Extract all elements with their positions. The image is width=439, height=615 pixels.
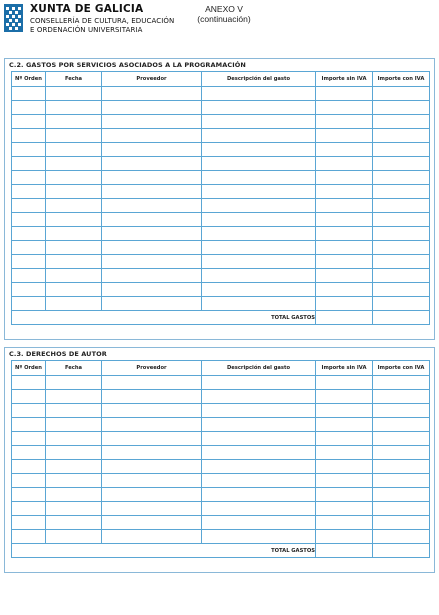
description-cell[interactable]: [202, 129, 316, 143]
table-row: [12, 241, 430, 255]
order-cell[interactable]: [12, 418, 46, 432]
total-amount-vat-cell[interactable]: [373, 544, 430, 558]
date-cell[interactable]: [46, 488, 102, 502]
table-row: [12, 530, 430, 544]
description-cell[interactable]: [202, 255, 316, 269]
date-cell[interactable]: [46, 376, 102, 390]
table-row: [12, 283, 430, 297]
order-cell[interactable]: [12, 115, 46, 129]
annex-subtitle: (continuación): [197, 14, 251, 24]
amount-vat-cell[interactable]: [373, 157, 430, 171]
amount-no-vat-cell[interactable]: [316, 432, 373, 446]
date-cell[interactable]: [46, 87, 102, 101]
table-row: [12, 143, 430, 157]
expense-table-c2: [11, 71, 430, 325]
order-cell[interactable]: [12, 488, 46, 502]
amount-no-vat-cell[interactable]: [316, 241, 373, 255]
date-cell[interactable]: [46, 446, 102, 460]
supplier-cell[interactable]: [102, 283, 202, 297]
amount-no-vat-cell[interactable]: [316, 269, 373, 283]
date-cell[interactable]: [46, 460, 102, 474]
description-cell[interactable]: [202, 390, 316, 404]
amount-vat-cell[interactable]: [373, 446, 430, 460]
table-row: [12, 376, 430, 390]
description-cell[interactable]: [202, 227, 316, 241]
total-label: TOTAL GASTOS: [12, 311, 316, 325]
table-row: [12, 129, 430, 143]
table-row: [12, 460, 430, 474]
amount-no-vat-cell[interactable]: [316, 283, 373, 297]
date-cell[interactable]: [46, 129, 102, 143]
total-amount-vat-cell[interactable]: [373, 311, 430, 325]
supplier-cell[interactable]: [102, 199, 202, 213]
amount-no-vat-cell[interactable]: [316, 488, 373, 502]
document-header: [0, 0, 439, 50]
expense-table-c3: [11, 360, 430, 558]
amount-vat-cell[interactable]: [373, 390, 430, 404]
order-cell[interactable]: [12, 516, 46, 530]
section-title: C.2. GASTOS POR SERVICIOS ASOCIADOS A LA PROGRAMACIÓN: [9, 61, 246, 69]
amount-no-vat-cell[interactable]: [316, 255, 373, 269]
date-cell[interactable]: [46, 171, 102, 185]
date-cell[interactable]: [46, 418, 102, 432]
date-cell[interactable]: [46, 185, 102, 199]
amount-vat-cell[interactable]: [373, 269, 430, 283]
amount-vat-cell[interactable]: [373, 404, 430, 418]
amount-vat-cell[interactable]: [373, 213, 430, 227]
table-row: [12, 157, 430, 171]
date-cell[interactable]: [46, 474, 102, 488]
table-row: [12, 516, 430, 530]
description-cell[interactable]: [202, 101, 316, 115]
description-cell[interactable]: [202, 474, 316, 488]
table-row: [12, 185, 430, 199]
order-cell[interactable]: [12, 376, 46, 390]
description-cell[interactable]: [202, 530, 316, 544]
order-cell[interactable]: [12, 241, 46, 255]
amount-vat-cell[interactable]: [373, 297, 430, 311]
col-header-supplier: Proveedor: [102, 361, 202, 376]
order-cell[interactable]: [12, 185, 46, 199]
description-cell[interactable]: [202, 87, 316, 101]
date-cell[interactable]: [46, 213, 102, 227]
amount-no-vat-cell[interactable]: [316, 87, 373, 101]
amount-vat-cell[interactable]: [373, 241, 430, 255]
table-row: [12, 474, 430, 488]
description-cell[interactable]: [202, 241, 316, 255]
table-row: [12, 432, 430, 446]
description-cell[interactable]: [202, 269, 316, 283]
description-cell[interactable]: [202, 516, 316, 530]
description-cell[interactable]: [202, 376, 316, 390]
order-cell[interactable]: [12, 129, 46, 143]
amount-vat-cell[interactable]: [373, 530, 430, 544]
order-cell[interactable]: [12, 143, 46, 157]
amount-vat-cell[interactable]: [373, 376, 430, 390]
supplier-cell[interactable]: [102, 227, 202, 241]
order-cell[interactable]: [12, 474, 46, 488]
amount-vat-cell[interactable]: [373, 255, 430, 269]
col-header-order: Nº Orden: [12, 361, 46, 376]
table-row: [12, 115, 430, 129]
table-row: [12, 87, 430, 101]
description-cell[interactable]: [202, 502, 316, 516]
supplier-cell[interactable]: [102, 213, 202, 227]
amount-no-vat-cell[interactable]: [316, 129, 373, 143]
supplier-cell[interactable]: [102, 418, 202, 432]
amount-vat-cell[interactable]: [373, 432, 430, 446]
amount-vat-cell[interactable]: [373, 185, 430, 199]
amount-vat-cell[interactable]: [373, 488, 430, 502]
section-c3: [4, 347, 435, 573]
amount-no-vat-cell[interactable]: [316, 516, 373, 530]
table-row: [12, 255, 430, 269]
supplier-cell[interactable]: [102, 432, 202, 446]
description-cell[interactable]: [202, 297, 316, 311]
date-cell[interactable]: [46, 115, 102, 129]
description-cell[interactable]: [202, 404, 316, 418]
supplier-cell[interactable]: [102, 530, 202, 544]
supplier-cell[interactable]: [102, 129, 202, 143]
amount-no-vat-cell[interactable]: [316, 474, 373, 488]
total-row: [12, 544, 430, 558]
supplier-cell[interactable]: [102, 87, 202, 101]
date-cell[interactable]: [46, 255, 102, 269]
order-cell[interactable]: [12, 87, 46, 101]
table-row: [12, 213, 430, 227]
description-cell[interactable]: [202, 283, 316, 297]
col-header-amount-vat: Importe con IVA: [373, 72, 430, 87]
supplier-cell[interactable]: [102, 404, 202, 418]
date-cell[interactable]: [46, 530, 102, 544]
section-c2: [4, 58, 435, 340]
order-cell[interactable]: [12, 157, 46, 171]
table-row: [12, 418, 430, 432]
supplier-cell[interactable]: [102, 143, 202, 157]
brand-line-1: CONSELLERÍA DE CULTURA, EDUCACIÓN: [30, 17, 175, 25]
supplier-cell[interactable]: [102, 241, 202, 255]
table-row: [12, 390, 430, 404]
date-cell[interactable]: [46, 143, 102, 157]
amount-no-vat-cell[interactable]: [316, 157, 373, 171]
amount-vat-cell[interactable]: [373, 283, 430, 297]
amount-no-vat-cell[interactable]: [316, 143, 373, 157]
col-header-date: Fecha: [46, 72, 102, 87]
amount-vat-cell[interactable]: [373, 143, 430, 157]
date-cell[interactable]: [46, 297, 102, 311]
amount-no-vat-cell[interactable]: [316, 404, 373, 418]
table-header-row: [12, 361, 430, 376]
description-cell[interactable]: [202, 213, 316, 227]
amount-no-vat-cell[interactable]: [316, 390, 373, 404]
order-cell[interactable]: [12, 530, 46, 544]
order-cell[interactable]: [12, 390, 46, 404]
amount-vat-cell[interactable]: [373, 460, 430, 474]
amount-vat-cell[interactable]: [373, 418, 430, 432]
amount-no-vat-cell[interactable]: [316, 530, 373, 544]
amount-vat-cell[interactable]: [373, 87, 430, 101]
supplier-cell[interactable]: [102, 474, 202, 488]
supplier-cell[interactable]: [102, 488, 202, 502]
description-cell[interactable]: [202, 460, 316, 474]
total-amount-no-vat-cell[interactable]: [316, 544, 373, 558]
amount-no-vat-cell[interactable]: [316, 502, 373, 516]
supplier-cell[interactable]: [102, 255, 202, 269]
amount-vat-cell[interactable]: [373, 171, 430, 185]
order-cell[interactable]: [12, 432, 46, 446]
annex-heading: [186, 4, 262, 24]
table-row: [12, 227, 430, 241]
table-row: [12, 171, 430, 185]
total-row: [12, 311, 430, 325]
amount-vat-cell[interactable]: [373, 115, 430, 129]
amount-no-vat-cell[interactable]: [316, 227, 373, 241]
description-cell[interactable]: [202, 418, 316, 432]
description-cell[interactable]: [202, 488, 316, 502]
amount-vat-cell[interactable]: [373, 129, 430, 143]
description-cell[interactable]: [202, 185, 316, 199]
annex-title: ANEXO V: [205, 4, 243, 14]
order-cell[interactable]: [12, 502, 46, 516]
col-header-description: Descripción del gasto: [202, 72, 316, 87]
total-amount-no-vat-cell[interactable]: [316, 311, 373, 325]
blank-rows: [12, 87, 430, 311]
order-cell[interactable]: [12, 446, 46, 460]
date-cell[interactable]: [46, 101, 102, 115]
amount-no-vat-cell[interactable]: [316, 460, 373, 474]
order-cell[interactable]: [12, 227, 46, 241]
order-cell[interactable]: [12, 404, 46, 418]
total-label: TOTAL GASTOS: [12, 544, 316, 558]
order-cell[interactable]: [12, 171, 46, 185]
brand-title: XUNTA DE GALICIA: [30, 3, 144, 15]
order-cell[interactable]: [12, 297, 46, 311]
amount-no-vat-cell[interactable]: [316, 171, 373, 185]
order-cell[interactable]: [12, 460, 46, 474]
amount-no-vat-cell[interactable]: [316, 446, 373, 460]
amount-no-vat-cell[interactable]: [316, 199, 373, 213]
amount-no-vat-cell[interactable]: [316, 115, 373, 129]
amount-vat-cell[interactable]: [373, 101, 430, 115]
supplier-cell[interactable]: [102, 460, 202, 474]
amount-no-vat-cell[interactable]: [316, 213, 373, 227]
supplier-cell[interactable]: [102, 297, 202, 311]
date-cell[interactable]: [46, 502, 102, 516]
supplier-cell[interactable]: [102, 269, 202, 283]
col-header-description: Descripción del gasto: [202, 361, 316, 376]
amount-vat-cell[interactable]: [373, 516, 430, 530]
date-cell[interactable]: [46, 199, 102, 213]
table-row: [12, 446, 430, 460]
amount-vat-cell[interactable]: [373, 199, 430, 213]
col-header-date: Fecha: [46, 361, 102, 376]
order-cell[interactable]: [12, 269, 46, 283]
date-cell[interactable]: [46, 432, 102, 446]
description-cell[interactable]: [202, 115, 316, 129]
date-cell[interactable]: [46, 516, 102, 530]
supplier-cell[interactable]: [102, 502, 202, 516]
table-row: [12, 297, 430, 311]
order-cell[interactable]: [12, 101, 46, 115]
amount-vat-cell[interactable]: [373, 227, 430, 241]
table-header-row: [12, 72, 430, 87]
date-cell[interactable]: [46, 269, 102, 283]
supplier-cell[interactable]: [102, 101, 202, 115]
brand-line-2: E ORDENACIÓN UNIVERSITARIA: [30, 25, 143, 34]
col-header-amount-no-vat: Importe sin IVA: [316, 72, 373, 87]
order-cell[interactable]: [12, 213, 46, 227]
description-cell[interactable]: [202, 171, 316, 185]
xunta-logo-icon: [4, 4, 23, 32]
amount-no-vat-cell[interactable]: [316, 376, 373, 390]
date-cell[interactable]: [46, 227, 102, 241]
section-title: C.3. DERECHOS DE AUTOR: [9, 350, 107, 358]
table-row: [12, 502, 430, 516]
table-row: [12, 269, 430, 283]
supplier-cell[interactable]: [102, 446, 202, 460]
brand-block: [30, 3, 174, 34]
col-header-supplier: Proveedor: [102, 72, 202, 87]
col-header-amount-vat: Importe con IVA: [373, 361, 430, 376]
table-row: [12, 488, 430, 502]
date-cell[interactable]: [46, 283, 102, 297]
table-row: [12, 101, 430, 115]
order-cell[interactable]: [12, 255, 46, 269]
supplier-cell[interactable]: [102, 516, 202, 530]
description-cell[interactable]: [202, 199, 316, 213]
description-cell[interactable]: [202, 432, 316, 446]
supplier-cell[interactable]: [102, 157, 202, 171]
date-cell[interactable]: [46, 404, 102, 418]
amount-vat-cell[interactable]: [373, 502, 430, 516]
date-cell[interactable]: [46, 241, 102, 255]
amount-no-vat-cell[interactable]: [316, 297, 373, 311]
amount-vat-cell[interactable]: [373, 474, 430, 488]
supplier-cell[interactable]: [102, 390, 202, 404]
date-cell[interactable]: [46, 390, 102, 404]
supplier-cell[interactable]: [102, 376, 202, 390]
date-cell[interactable]: [46, 157, 102, 171]
order-cell[interactable]: [12, 199, 46, 213]
order-cell[interactable]: [12, 283, 46, 297]
description-cell[interactable]: [202, 143, 316, 157]
amount-no-vat-cell[interactable]: [316, 418, 373, 432]
supplier-cell[interactable]: [102, 171, 202, 185]
supplier-cell[interactable]: [102, 185, 202, 199]
amount-no-vat-cell[interactable]: [316, 185, 373, 199]
col-header-amount-no-vat: Importe sin IVA: [316, 361, 373, 376]
table-row: [12, 199, 430, 213]
col-header-order: Nº Orden: [12, 72, 46, 87]
supplier-cell[interactable]: [102, 115, 202, 129]
description-cell[interactable]: [202, 157, 316, 171]
description-cell[interactable]: [202, 446, 316, 460]
blank-rows: [12, 376, 430, 544]
amount-no-vat-cell[interactable]: [316, 101, 373, 115]
table-row: [12, 404, 430, 418]
